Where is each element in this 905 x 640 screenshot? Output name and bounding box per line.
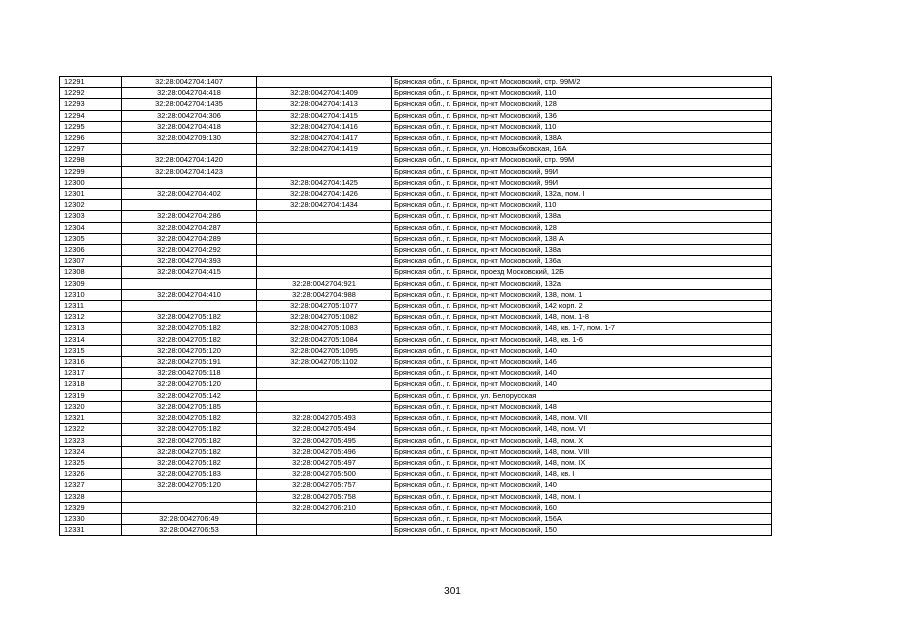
cadastral-number-cell: 32:28:0042704:393 [122,256,257,267]
cadastral-number-cell: 32:28:0042704:289 [122,233,257,244]
cadastral-number-cell: 32:28:0042704:418 [122,121,257,132]
row-number-cell: 12293 [60,99,122,110]
row-number-cell: 12315 [60,345,122,356]
address-cell: Брянская обл., г. Брянск, пр-кт Московский, 156А [392,513,772,524]
cadastral-number-cell: 32:28:0042704:306 [122,110,257,121]
table-row [60,435,772,446]
related-cadastral-number-cell [257,222,392,233]
table-row [60,155,772,166]
related-cadastral-number-cell [257,513,392,524]
related-cadastral-number-cell: 32:28:0042704:921 [257,278,392,289]
table-row [60,177,772,188]
table-row [60,211,772,222]
address-cell: Брянская обл., г. Брянск, пр-кт Московский, 99И [392,177,772,188]
row-number-cell: 12326 [60,469,122,480]
row-number-cell: 12316 [60,357,122,368]
row-number-cell: 12323 [60,435,122,446]
row-number-cell: 12301 [60,189,122,200]
row-number-cell: 12302 [60,200,122,211]
row-number-cell: 12331 [60,525,122,536]
cadastral-number-cell: 32:28:0042705:182 [122,334,257,345]
row-number-cell: 12325 [60,457,122,468]
address-cell: Брянская обл., г. Брянск, пр-кт Московский, 146 [392,357,772,368]
row-number-cell: 12307 [60,256,122,267]
cadastral-number-cell: 32:28:0042704:286 [122,211,257,222]
related-cadastral-number-cell [257,390,392,401]
table-row [60,222,772,233]
cadastral-number-cell [122,177,257,188]
row-number-cell: 12308 [60,267,122,278]
table-row [60,245,772,256]
table-row [60,357,772,368]
related-cadastral-number-cell [257,267,392,278]
cadastral-number-cell: 32:28:0042705:142 [122,390,257,401]
address-cell: Брянская обл., г. Брянск, пр-кт Московский, 132а, пом. I [392,189,772,200]
cadastral-number-cell: 32:28:0042705:118 [122,368,257,379]
address-cell: Брянская обл., г. Брянск, пр-кт Московский, 148 [392,401,772,412]
address-cell: Брянская обл., г. Брянск, пр-кт Московский, 148, пом. X [392,435,772,446]
row-number-cell: 12291 [60,77,122,88]
address-cell: Брянская обл., г. Брянск, пр-кт Московский, 138 А [392,233,772,244]
table-row [60,233,772,244]
cadastral-number-cell: 32:28:0042705:182 [122,424,257,435]
row-number-cell: 12324 [60,446,122,457]
address-cell: Брянская обл., г. Брянск, пр-кт Московский, 128 [392,99,772,110]
page-number: 301 [444,586,461,597]
row-number-cell: 12322 [60,424,122,435]
cadastral-number-cell: 32:28:0042704:292 [122,245,257,256]
address-cell: Брянская обл., г. Брянск, ул. Новозыбковская, 16А [392,144,772,155]
related-cadastral-number-cell: 32:28:0042705:757 [257,480,392,491]
table-row [60,446,772,457]
related-cadastral-number-cell: 32:28:0042704:1419 [257,144,392,155]
cadastral-number-cell: 32:28:0042705:182 [122,312,257,323]
address-cell: Брянская обл., г. Брянск, ул. Белорусская [392,390,772,401]
address-cell: Брянская обл., г. Брянск, пр-кт Московский, 138а [392,211,772,222]
related-cadastral-number-cell: 32:28:0042705:1077 [257,301,392,312]
address-cell: Брянская обл., г. Брянск, пр-кт Московский, 148, пом. VIII [392,446,772,457]
row-number-cell: 12299 [60,166,122,177]
address-cell: Брянская обл., г. Брянск, пр-кт Московский, 138А [392,133,772,144]
address-cell: Брянская обл., г. Брянск, пр-кт Московский, 148, кв. 1-7, пом. 1-7 [392,323,772,334]
cadastral-number-cell: 32:28:0042705:183 [122,469,257,480]
cadastral-number-cell: 32:28:0042704:1423 [122,166,257,177]
cadastral-number-cell: 32:28:0042705:182 [122,435,257,446]
row-number-cell: 12305 [60,233,122,244]
table-row [60,200,772,211]
cadastral-number-cell: 32:28:0042706:49 [122,513,257,524]
row-number-cell: 12313 [60,323,122,334]
row-number-cell: 12327 [60,480,122,491]
table-row [60,424,772,435]
row-number-cell: 12314 [60,334,122,345]
row-number-cell: 12297 [60,144,122,155]
row-number-cell: 12292 [60,88,122,99]
table-row [60,491,772,502]
row-number-cell: 12303 [60,211,122,222]
address-cell: Брянская обл., г. Брянск, пр-кт Московский, 148, кв. I [392,469,772,480]
cadastral-number-cell: 32:28:0042705:182 [122,413,257,424]
row-number-cell: 12318 [60,379,122,390]
row-number-cell: 12309 [60,278,122,289]
address-cell: Брянская обл., г. Брянск, пр-кт Московский, 140 [392,368,772,379]
cadastral-number-cell: 32:28:0042705:120 [122,480,257,491]
table-row [60,77,772,88]
related-cadastral-number-cell: 32:28:0042704:1434 [257,200,392,211]
row-number-cell: 12317 [60,368,122,379]
table-row [60,502,772,513]
address-cell: Брянская обл., г. Брянск, пр-кт Московский, 148, пом. 1-8 [392,312,772,323]
related-cadastral-number-cell: 32:28:0042705:493 [257,413,392,424]
address-cell: Брянская обл., г. Брянск, пр-кт Московский, 148, кв. 1-6 [392,334,772,345]
table-row [60,480,772,491]
table-row [60,457,772,468]
cadastral-number-cell [122,200,257,211]
address-cell: Брянская обл., г. Брянск, пр-кт Московский, 150 [392,525,772,536]
row-number-cell: 12330 [60,513,122,524]
related-cadastral-number-cell: 32:28:0042705:494 [257,424,392,435]
table-row [60,413,772,424]
related-cadastral-number-cell [257,155,392,166]
cadastral-number-cell: 32:28:0042705:185 [122,401,257,412]
table-row [60,289,772,300]
table-row [60,345,772,356]
cadastral-number-cell: 32:28:0042704:418 [122,88,257,99]
cadastral-number-cell: 32:28:0042706:53 [122,525,257,536]
related-cadastral-number-cell: 32:28:0042704:1415 [257,110,392,121]
table-row [60,312,772,323]
related-cadastral-number-cell: 32:28:0042704:988 [257,289,392,300]
address-cell: Брянская обл., г. Брянск, пр-кт Московский, стр. 99М [392,155,772,166]
cadastral-number-cell: 32:28:0042704:1420 [122,155,257,166]
address-cell: Брянская обл., г. Брянск, пр-кт Московский, 136 [392,110,772,121]
table-row [60,278,772,289]
address-cell: Брянская обл., г. Брянск, пр-кт Московский, 110 [392,121,772,132]
address-cell: Брянская обл., г. Брянск, пр-кт Московский, 148, пом. VII [392,413,772,424]
cadastral-number-cell [122,144,257,155]
row-number-cell: 12295 [60,121,122,132]
row-number-cell: 12312 [60,312,122,323]
table-row [60,323,772,334]
related-cadastral-number-cell [257,77,392,88]
related-cadastral-number-cell: 32:28:0042705:1082 [257,312,392,323]
cadastral-number-cell [122,278,257,289]
table-row [60,379,772,390]
address-cell: Брянская обл., г. Брянск, пр-кт Московский, 136а [392,256,772,267]
related-cadastral-number-cell: 32:28:0042705:496 [257,446,392,457]
related-cadastral-number-cell: 32:28:0042705:1095 [257,345,392,356]
related-cadastral-number-cell: 32:28:0042705:758 [257,491,392,502]
table-row [60,390,772,401]
row-number-cell: 12328 [60,491,122,502]
address-cell: Брянская обл., г. Брянск, пр-кт Московский, 148, пом. I [392,491,772,502]
table-row [60,401,772,412]
row-number-cell: 12319 [60,390,122,401]
related-cadastral-number-cell: 32:28:0042704:1426 [257,189,392,200]
related-cadastral-number-cell [257,525,392,536]
cadastral-number-cell: 32:28:0042705:120 [122,379,257,390]
related-cadastral-number-cell [257,233,392,244]
related-cadastral-number-cell: 32:28:0042704:1409 [257,88,392,99]
address-cell: Брянская обл., г. Брянск, пр-кт Московский, 148, пом. IX [392,457,772,468]
related-cadastral-number-cell: 32:28:0042705:1083 [257,323,392,334]
related-cadastral-number-cell [257,256,392,267]
related-cadastral-number-cell [257,379,392,390]
address-cell: Брянская обл., г. Брянск, пр-кт Московский, 140 [392,379,772,390]
related-cadastral-number-cell: 32:28:0042704:1413 [257,99,392,110]
table-row [60,144,772,155]
table-row [60,301,772,312]
table-row [60,525,772,536]
related-cadastral-number-cell: 32:28:0042705:497 [257,457,392,468]
cadastral-number-cell: 32:28:0042705:182 [122,323,257,334]
cadastral-number-cell: 32:28:0042705:182 [122,457,257,468]
table-row [60,368,772,379]
address-cell: Брянская обл., г. Брянск, пр-кт Московский, 99И [392,166,772,177]
related-cadastral-number-cell: 32:28:0042705:1084 [257,334,392,345]
row-number-cell: 12296 [60,133,122,144]
related-cadastral-number-cell: 32:28:0042705:500 [257,469,392,480]
related-cadastral-number-cell: 32:28:0042705:1102 [257,357,392,368]
table-row [60,513,772,524]
cadastral-number-cell: 32:28:0042704:402 [122,189,257,200]
table-row [60,189,772,200]
table-row [60,256,772,267]
address-cell: Брянская обл., г. Брянск, пр-кт Московский, 140 [392,480,772,491]
cadastral-number-cell: 32:28:0042704:410 [122,289,257,300]
address-cell: Брянская обл., г. Брянск, пр-кт Московский, 110 [392,88,772,99]
related-cadastral-number-cell [257,211,392,222]
cadastral-number-cell: 32:28:0042704:415 [122,267,257,278]
address-cell: Брянская обл., г. Брянск, пр-кт Московский, 148, пом. VI [392,424,772,435]
related-cadastral-number-cell [257,401,392,412]
address-cell: Брянская обл., г. Брянск, проезд Московский, 12Б [392,267,772,278]
row-number-cell: 12321 [60,413,122,424]
table-body [60,77,772,536]
table-row [60,110,772,121]
cadastral-number-cell: 32:28:0042705:191 [122,357,257,368]
address-cell: Брянская обл., г. Брянск, пр-кт Московский, стр. 99М/2 [392,77,772,88]
table-row [60,99,772,110]
row-number-cell: 12300 [60,177,122,188]
table-row [60,166,772,177]
related-cadastral-number-cell [257,166,392,177]
row-number-cell: 12298 [60,155,122,166]
cadastral-number-cell: 32:28:0042704:1435 [122,99,257,110]
table-row [60,121,772,132]
table-row [60,133,772,144]
table-row [60,88,772,99]
related-cadastral-number-cell: 32:28:0042705:495 [257,435,392,446]
related-cadastral-number-cell: 32:28:0042704:1425 [257,177,392,188]
cadastral-number-cell: 32:28:0042709:130 [122,133,257,144]
row-number-cell: 12329 [60,502,122,513]
address-cell: Брянская обл., г. Брянск, пр-кт Московский, 142 корп. 2 [392,301,772,312]
table-row [60,334,772,345]
address-cell: Брянская обл., г. Брянск, пр-кт Московский, 160 [392,502,772,513]
row-number-cell: 12304 [60,222,122,233]
related-cadastral-number-cell: 32:28:0042704:1417 [257,133,392,144]
address-cell: Брянская обл., г. Брянск, пр-кт Московский, 138, пом. 1 [392,289,772,300]
row-number-cell: 12306 [60,245,122,256]
related-cadastral-number-cell: 32:28:0042704:1416 [257,121,392,132]
related-cadastral-number-cell [257,245,392,256]
address-cell: Брянская обл., г. Брянск, пр-кт Московский, 110 [392,200,772,211]
row-number-cell: 12294 [60,110,122,121]
related-cadastral-number-cell: 32:28:0042706:210 [257,502,392,513]
related-cadastral-number-cell [257,368,392,379]
cadastral-number-cell: 32:28:0042705:120 [122,345,257,356]
cadastral-number-cell: 32:28:0042704:287 [122,222,257,233]
row-number-cell: 12310 [60,289,122,300]
address-cell: Брянская обл., г. Брянск, пр-кт Московский, 140 [392,345,772,356]
table-row [60,267,772,278]
cadastral-number-cell [122,301,257,312]
cadastral-number-cell [122,491,257,502]
cadastral-number-cell: 32:28:0042704:1407 [122,77,257,88]
table-row [60,469,772,480]
address-cell: Брянская обл., г. Брянск, пр-кт Московский, 132а [392,278,772,289]
row-number-cell: 12320 [60,401,122,412]
address-cell: Брянская обл., г. Брянск, пр-кт Московский, 138а [392,245,772,256]
row-number-cell: 12311 [60,301,122,312]
cadastral-number-cell: 32:28:0042705:182 [122,446,257,457]
address-cell: Брянская обл., г. Брянск, пр-кт Московский, 128 [392,222,772,233]
cadastral-number-cell [122,502,257,513]
cadastral-table [59,76,772,536]
